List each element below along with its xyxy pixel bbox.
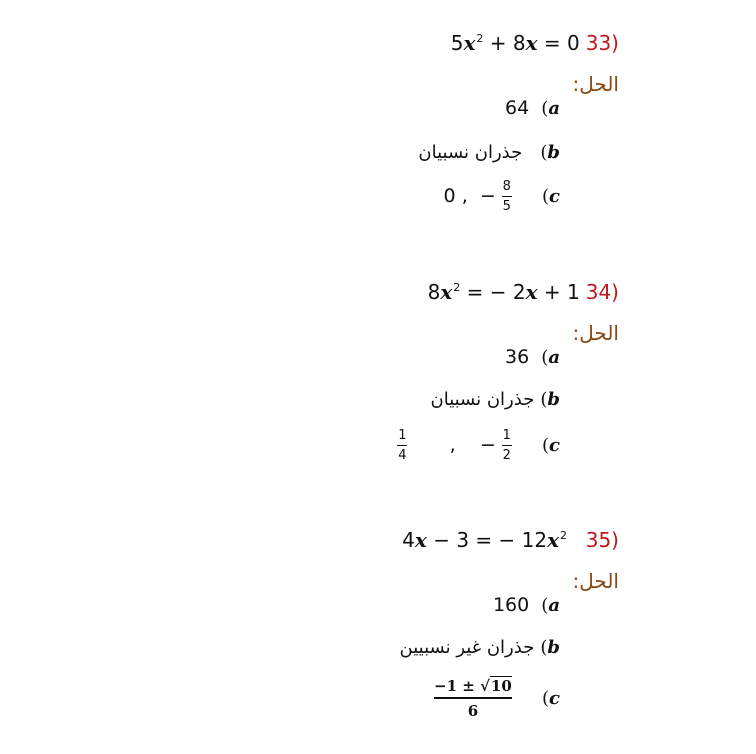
problem-35-equation-line — [402, 528, 619, 556]
problem-34-equation-line — [428, 280, 619, 308]
answer-a: 160 (a — [492, 594, 560, 616]
answer-a: 36 (a — [505, 346, 560, 368]
answer-b: جذران غير نسبيين (b — [399, 637, 560, 658]
answer-c: 0 , − $\frac{8}{5}$ (c — [443, 179, 560, 214]
solution-label: الحل: — [572, 72, 619, 96]
equation: $8x^2$ = − 2x + 1 — [427, 280, 580, 304]
fraction: $\frac{8}{5}$ — [502, 179, 511, 214]
equation: $5x^2 + 8x = 0$ — [450, 31, 580, 55]
fraction: $\frac{-1 \pm √10}{6}$ — [434, 677, 512, 720]
solution-label: الحل: — [572, 569, 619, 593]
answer-b: جذران نسبيان (b — [418, 142, 560, 163]
answer-c: $\frac{1}{4}$ , − $\frac{1}{2}$ (c — [398, 428, 560, 463]
problem-number: 35) — [585, 528, 619, 552]
answer-a: 64 (a — [505, 97, 560, 119]
fraction: $\frac{1}{2}$ — [502, 428, 511, 463]
fraction: $\frac{1}{4}$ — [398, 428, 407, 463]
answer-b: جذران نسبيان (b — [430, 389, 560, 410]
problem-number: 33) — [585, 31, 619, 55]
answer-c: $\frac{-1 \pm √10}{6}$ (c — [434, 677, 560, 720]
problem-number: 34) — [585, 280, 619, 304]
problem-33-equation-line — [451, 31, 619, 59]
equation: 4x − 3 = − $12x^2$ — [402, 528, 568, 552]
solution-label: الحل: — [572, 321, 619, 345]
